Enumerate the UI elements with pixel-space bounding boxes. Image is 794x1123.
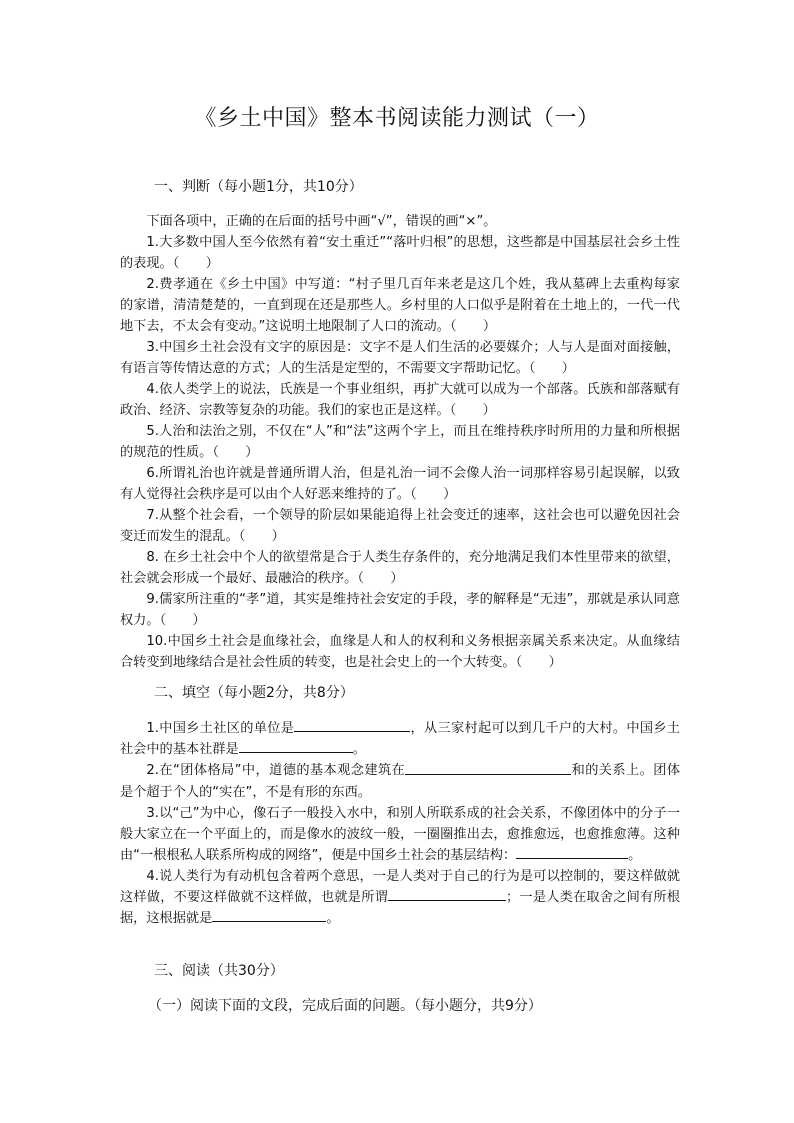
fill-item-3-text-b: 。 [628, 847, 642, 863]
section-heading-read: 三、阅读（共30分） [154, 963, 284, 979]
answer-blank[interactable] [516, 845, 628, 859]
judge-item-6: 6.所谓礼治也许就是普通所谓人治，但是礼治一词不会像人治一词那样容易引起误解，以致有人觉得社会秩序是可以由个人好恶来维持的了。（ ） [120, 466, 680, 502]
judge-item-3: 3.中国乡土社会没有文字的原因是：文字不是人们生活的必要媒介；人与人是面对面接触，有语言等传情达意的方式；人的生活是定型的，不需要文字帮助记忆。（ ） [120, 340, 680, 376]
fill-item-4 [120, 866, 680, 929]
judge-item-9: 9.儒家所注重的“孝”道，其实是维持社会安定的手段，孝的解释是“无违”，那就是承认同意权力。（ ） [120, 592, 680, 628]
fill-item-1-text-b: ，从三家村起可以到几千户的大村。中国乡土社会中的基本社群是 [120, 721, 680, 758]
answer-blank[interactable] [212, 908, 326, 922]
judge-item-2: 2.费孝通在《乡土中国》中写道：“村子里几百年来老是这几个姓，我从墓碑上去重构每家的家谱，清清楚楚的，一直到现在还是那些人。乡村里的人口似乎是附着在土地上的，一代一代地下去，不太会有变动。”这说明土地限制了人口的流动。（ ） [120, 277, 680, 334]
fill-item-2-text-b: 和的关系上。团体是个超于个人的“实在”，不是有形的东西。 [120, 763, 681, 800]
answer-blank[interactable] [388, 887, 506, 901]
fill-item-4-text-b: ；一是人类在取舍之间有所根据，这根据就是 [120, 889, 681, 927]
fill-item-1 [120, 718, 680, 760]
fill-item-1-text-c: 。 [352, 742, 366, 758]
fill-item-4-text-c: 。 [326, 911, 340, 927]
fill-item-2-text-a: 2.在“团体格局”中，道德的基本观念建筑在 [146, 763, 406, 779]
section-heading-fill: 二、填空（每小题2分，共8分） [154, 685, 354, 701]
judge-item-4: 4.依人类学上的说法，氏族是一个事业组织，再扩大就可以成为一个部落。氏族和部落赋有政治、经济、宗教等复杂的功能。我们的家也正是这样。（ ） [120, 382, 680, 418]
read-subsection-heading: （一）阅读下面的文段，完成后面的问题。（每小题分，共9分） [148, 998, 542, 1014]
section-heading-judge: 一、判断（每小题1分，共10分） [154, 179, 363, 195]
judge-item-8: 8. 在乡土社会中个人的欲望常是合于人类生存条件的，充分地满足我们本性里带来的欲望，社会就会形成一个最好、最融洽的秩序。（ ） [120, 550, 680, 586]
answer-blank[interactable] [239, 739, 353, 753]
judge-intro: 下面各项中，正确的在后面的括号中画“√”，错误的画“×”。 [146, 214, 497, 229]
document-title: 《乡土中国》整本书阅读能力测试（一） [194, 106, 600, 131]
fill-item-2 [120, 760, 680, 802]
judge-item-10: 10.中国乡土社会是血缘社会，血缘是人和人的权利和义务根据亲属关系来决定。从血缘结合转变到地缘结合是社会性质的转变，也是社会史上的一个大转变。（ ） [120, 634, 680, 670]
fill-item-1-text-a: 1.中国乡土社区的单位是 [146, 721, 295, 737]
judge-section-body [120, 211, 680, 673]
fill-item-3-text-a: 3.以“己”为中心，像石子一般投入水中，和别人所联系成的社会关系，不像团体中的分子一般大家立在一个平面上的，而是像水的波纹一般，一圈圈推出去，愈推愈远，也愈推愈薄。这种由“一根根私人联系所构成的网络”，便是中国乡土社会的基层结构： [120, 805, 680, 863]
judge-item-1: 1.大多数中国人至今依然有着“安土重迁”“落叶归根”的思想，这些都是中国基层社会乡土性的表现。（ ） [120, 235, 680, 271]
fill-section-body [120, 718, 680, 929]
fill-item-3 [120, 803, 680, 866]
fill-item-4-text-a: 4.说人类行为有动机包含着两个意思，一是人类对于自己的行为是可以控制的，要这样做就这样做，不要这样做就不这样做，也就是所谓 [120, 868, 680, 905]
answer-blank[interactable] [294, 718, 410, 732]
answer-blank[interactable] [405, 760, 571, 774]
judge-item-5: 5.人治和法治之别，不仅在“人”和“法”这两个字上，而且在维持秩序时所用的力量和所根据的规范的性质。（ ） [120, 424, 680, 460]
judge-item-7: 7.从整个社会看，一个领导的阶层如果能追得上社会变迁的速率，这社会也可以避免因社会变迁而发生的混乱。（ ） [120, 508, 680, 544]
